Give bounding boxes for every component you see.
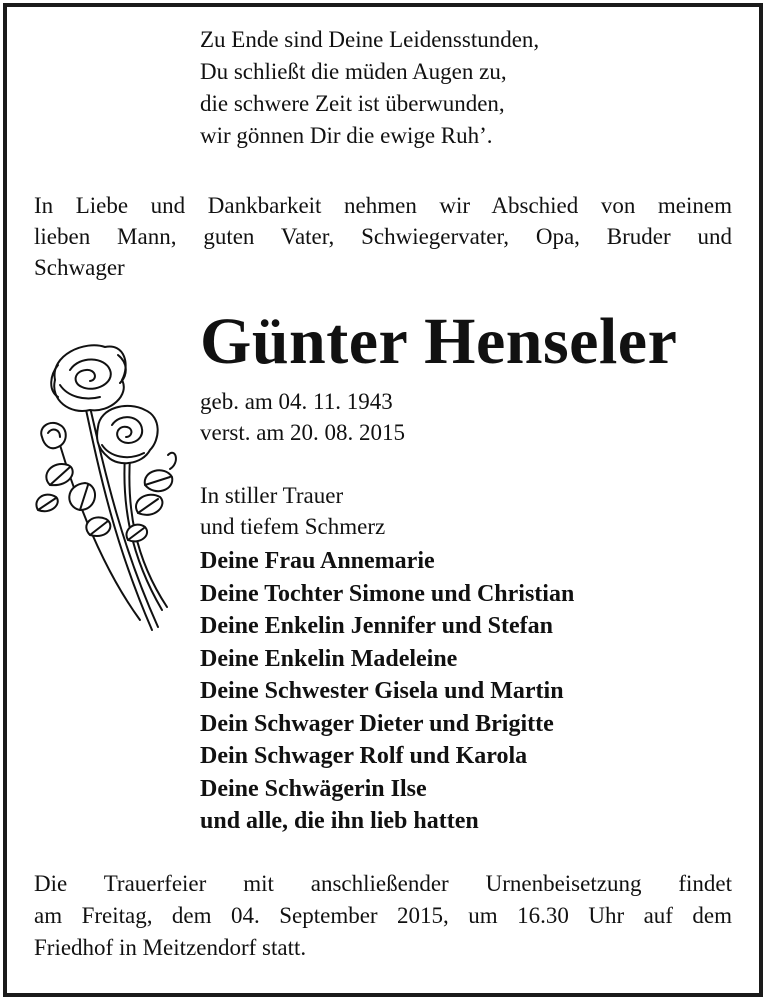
mourner: Deine Frau Annemarie <box>200 548 435 574</box>
intro-line: lieben Mann, guten Vater, Schwiegervater, Opa, Bruder und <box>34 224 732 249</box>
mourning-line: In stiller Trauer <box>200 483 344 508</box>
poem-line: die schwere Zeit ist überwunden, <box>200 91 505 116</box>
poem <box>200 24 539 152</box>
mourner: Deine Enkelin Madeleine <box>200 645 458 672</box>
mourning-line: und tiefem Schmerz <box>200 514 386 539</box>
closing-line: Friedhof in Meitzendorf statt. <box>34 935 307 960</box>
deceased-name: Günter Henseler <box>200 305 678 378</box>
funeral-announcement <box>34 868 732 964</box>
death-date: verst. am 20. 08. 2015 <box>200 420 406 445</box>
mourner: und alle, die ihn lieb hatten <box>200 808 479 834</box>
intro-line: In Liebe und Dankbarkeit nehmen wir Abschied von meinem <box>34 193 732 218</box>
birth-date: geb. am 04. 11. 1943 <box>200 389 393 414</box>
rose-icon <box>30 335 180 640</box>
mourner: Dein Schwager Dieter und Brigitte <box>200 710 554 737</box>
poem-line: wir gönnen Dir die ewige Ruh’. <box>200 123 493 148</box>
intro-line: Schwager <box>34 255 125 280</box>
life-dates <box>200 386 405 448</box>
intro-text <box>34 190 732 283</box>
poem-line: Du schließt die müden Augen zu, <box>200 59 507 84</box>
mourner: Deine Enkelin Jennifer und Stefan <box>200 613 553 639</box>
mourners-list <box>200 545 574 838</box>
mourner: Dein Schwager Rolf und Karola <box>200 743 528 769</box>
mourner: Deine Schwägerin Ilse <box>200 775 427 802</box>
mourner: Deine Schwester Gisela und Martin <box>200 678 564 704</box>
mourner: Deine Tochter Simone und Christian <box>200 580 575 607</box>
closing-line: am Freitag, dem 04. September 2015, um 16.30 Uhr auf dem <box>34 903 732 928</box>
poem-line: Zu Ende sind Deine Leidensstunden, <box>200 27 540 52</box>
mourning-phrase <box>200 480 385 542</box>
closing-line: Die Trauerfeier mit anschließender Urnenbeisetzung findet <box>34 871 732 896</box>
